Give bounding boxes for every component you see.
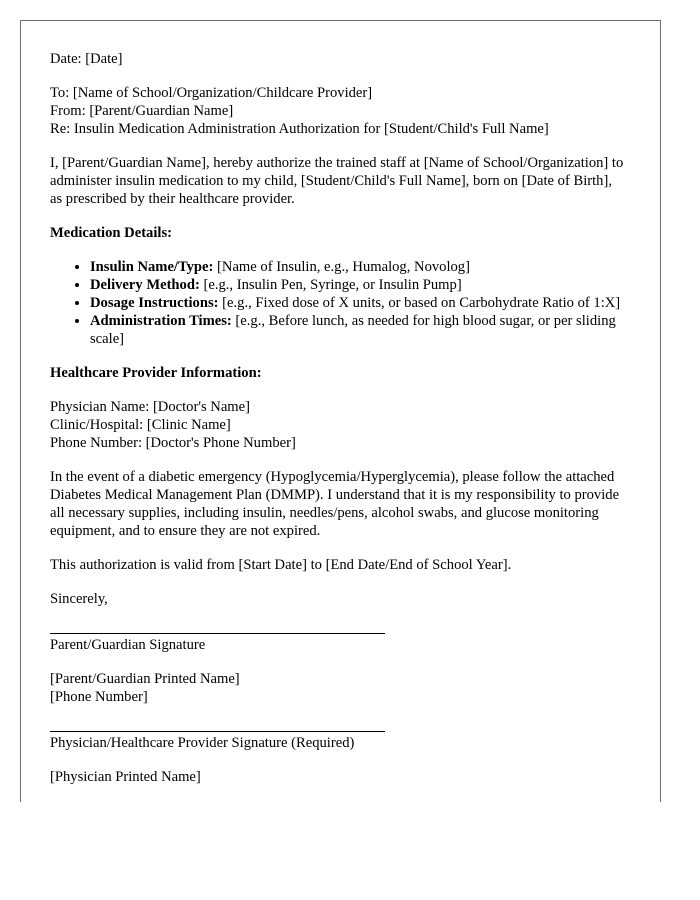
list-item-label: Dosage Instructions: [90, 295, 219, 311]
list-item-label: Administration Times: [90, 313, 232, 329]
physician-name: Physician Name: [Doctor's Name] [50, 399, 250, 415]
parent-printed-name: [Parent/Guardian Printed Name] [50, 671, 240, 687]
closing: Sincerely, [50, 591, 108, 607]
validity-paragraph: This authorization is valid from [Start Date] to [End Date/End of School Year]. [50, 557, 512, 573]
letter-date: Date: [Date] [50, 51, 123, 67]
provider-info-block [50, 398, 625, 452]
parent-signature-line [50, 633, 385, 634]
letter-header-block [50, 84, 625, 138]
letter-to: To: [Name of School/Organization/Childcare Provider] [50, 85, 373, 101]
list-item-value: [e.g., Insulin Pen, Syringe, or Insulin Pump] [199, 277, 462, 293]
physician-signature-label: Physician/Healthcare Provider Signature (Required) [50, 735, 355, 751]
list-item-value: [e.g., Fixed dose of X units, or based on Carbohydrate Ratio of 1:X] [218, 295, 621, 311]
medication-details-heading: Medication Details: [50, 225, 172, 241]
physician-signature-line [50, 731, 385, 732]
clinic-name: Clinic/Hospital: [Clinic Name] [50, 417, 231, 433]
medication-details-list [50, 258, 625, 348]
parent-contact-block [50, 670, 625, 706]
provider-info-heading: Healthcare Provider Information: [50, 365, 262, 381]
letter-content [50, 50, 625, 786]
list-item-label: Delivery Method: [90, 277, 200, 293]
list-item [90, 312, 625, 348]
parent-signature-label: Parent/Guardian Signature [50, 637, 206, 653]
list-item-label: Insulin Name/Type: [90, 259, 214, 275]
emergency-paragraph: In the event of a diabetic emergency (Hypoglycemia/Hyperglycemia), please follow the attached Diabetes Medical Management Plan (DMMP). I understand that it is my responsibility to provide all necessary supplies, including insulin, needles/pens, alcohol swabs, and glucose monitoring equipment, and to ensure they are not expired. [50, 469, 620, 539]
letter-subject: Re: Insulin Medication Administration Authorization for [Student/Child's Full Name] [50, 121, 549, 137]
list-item [90, 258, 625, 276]
list-item-value: [e.g., Before lunch, as needed for high blood sugar, or per sliding scale] [90, 313, 616, 347]
parent-phone: [Phone Number] [50, 689, 148, 705]
letter-page [20, 20, 661, 802]
physician-phone: Phone Number: [Doctor's Phone Number] [50, 435, 296, 451]
physician-printed-name: [Physician Printed Name] [50, 769, 201, 785]
list-item [90, 294, 625, 312]
intro-paragraph: I, [Parent/Guardian Name], hereby authorize the trained staff at [Name of School/Organization] to administer insulin medication to my child, [Student/Child's Full Name], born on [Date of Birth], as prescribed by their healthcare provider. [50, 155, 624, 207]
letter-from: From: [Parent/Guardian Name] [50, 103, 234, 119]
list-item [90, 276, 625, 294]
list-item-value: [Name of Insulin, e.g., Humalog, Novolog] [213, 259, 470, 275]
